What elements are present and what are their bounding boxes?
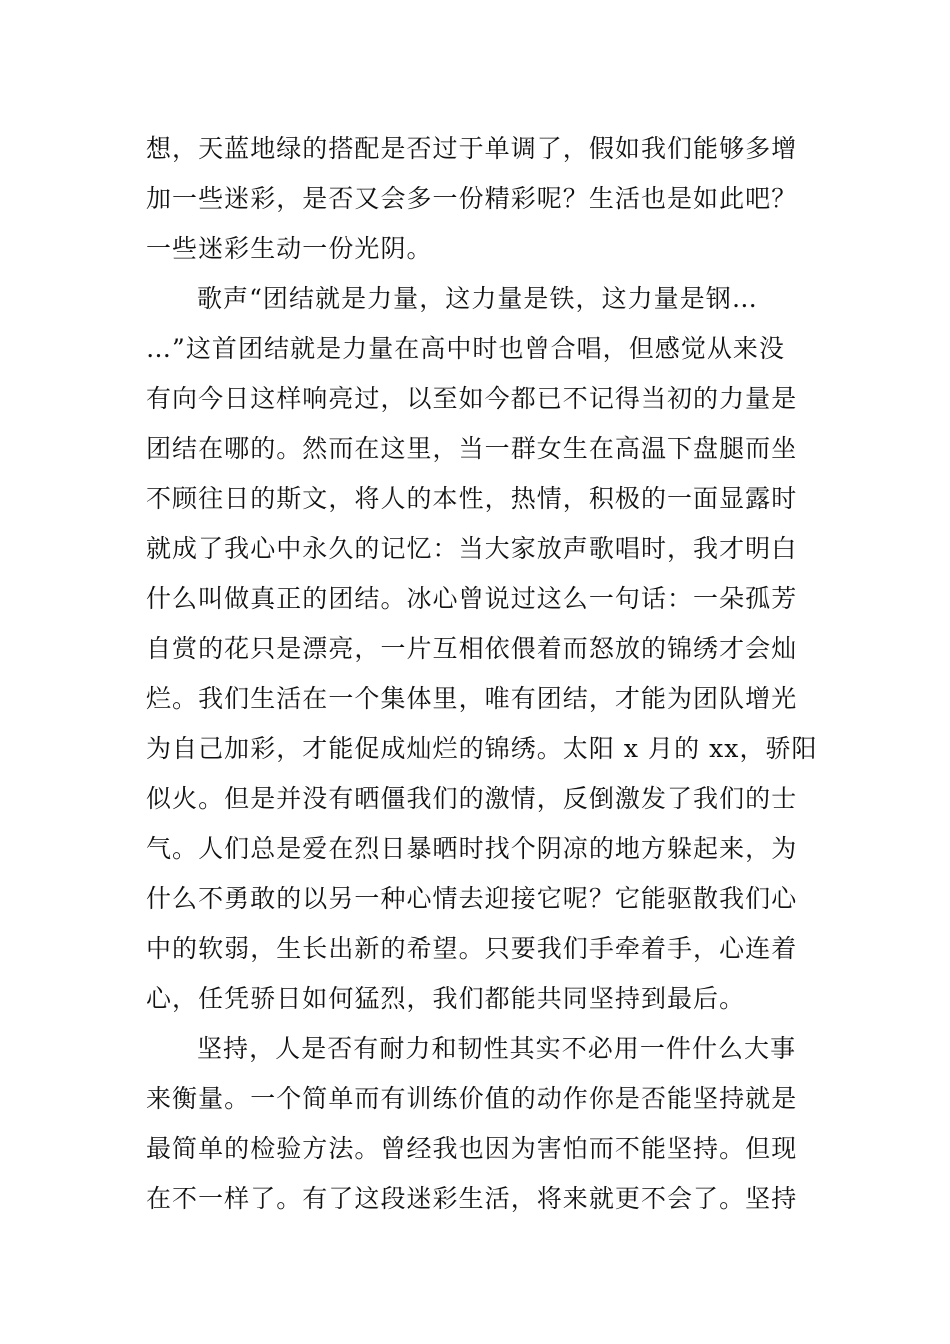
text-line: 有向今日这样响亮过，以至如今都已不记得当初的力量是 [146,384,798,413]
text-line: 自赏的花只是漂亮，一片互相依偎着而怒放的锦绣才会灿 [146,634,798,663]
text-line: 在不一样了。有了这段迷彩生活，将来就更不会了。坚持 [146,1184,798,1213]
text-line: 中的软弱，生长出新的希望。只要我们手牵着手，心连着 [146,934,798,963]
text-line: 加一些迷彩，是否又会多一份精彩呢？生活也是如此吧？ [146,184,798,213]
paragraph-first-line: 歌声“团结就是力量，这力量是铁，这力量是钢… [197,284,758,313]
text-line: 就成了我心中永久的记忆：当大家放声歌唱时，我才明白 [146,534,798,563]
text-line: 来衡量。一个简单而有训练价值的动作你是否能坚持就是 [146,1084,798,1113]
text-line: 似火。但是并没有晒僵我们的激情，反倒激发了我们的士 [146,784,798,813]
text-line: 心，任凭骄日如何猛烈，我们都能共同坚持到最后。 [146,984,746,1013]
text-line: 烂。我们生活在一个集体里，唯有团结，才能为团队增光 [146,684,798,713]
text-line: 想，天蓝地绿的搭配是否过于单调了，假如我们能够多增 [146,134,798,163]
text-line: 一些迷彩生动一份光阴。 [146,234,433,263]
text-line: 不顾往日的斯文，将人的本性，热情，积极的一面显露时 [146,484,798,513]
text-line: 团结在哪的。然而在这里，当一群女生在高温下盘腿而坐 [146,434,798,463]
text-line: 为自己加彩，才能促成灿烂的锦绣。太阳 x 月的 xx，骄阳 [146,734,818,763]
body-text [146,124,818,1224]
text-line: 什么叫做真正的团结。冰心曾说过这么一句话：一朵孤芳 [146,584,798,613]
text-line: 最简单的检验方法。曾经我也因为害怕而不能坚持。但现 [146,1134,798,1163]
paragraph-first-line: 坚持，人是否有耐力和韧性其实不必用一件什么大事 [197,1034,797,1063]
text-line: 什么不勇敢的以另一种心情去迎接它呢？它能驱散我们心 [146,884,798,913]
text-line: …”这首团结就是力量在高中时也曾合唱，但感觉从来没 [146,334,786,363]
text-line: 气。人们总是爱在烈日暴晒时找个阴凉的地方躲起来，为 [146,834,798,863]
